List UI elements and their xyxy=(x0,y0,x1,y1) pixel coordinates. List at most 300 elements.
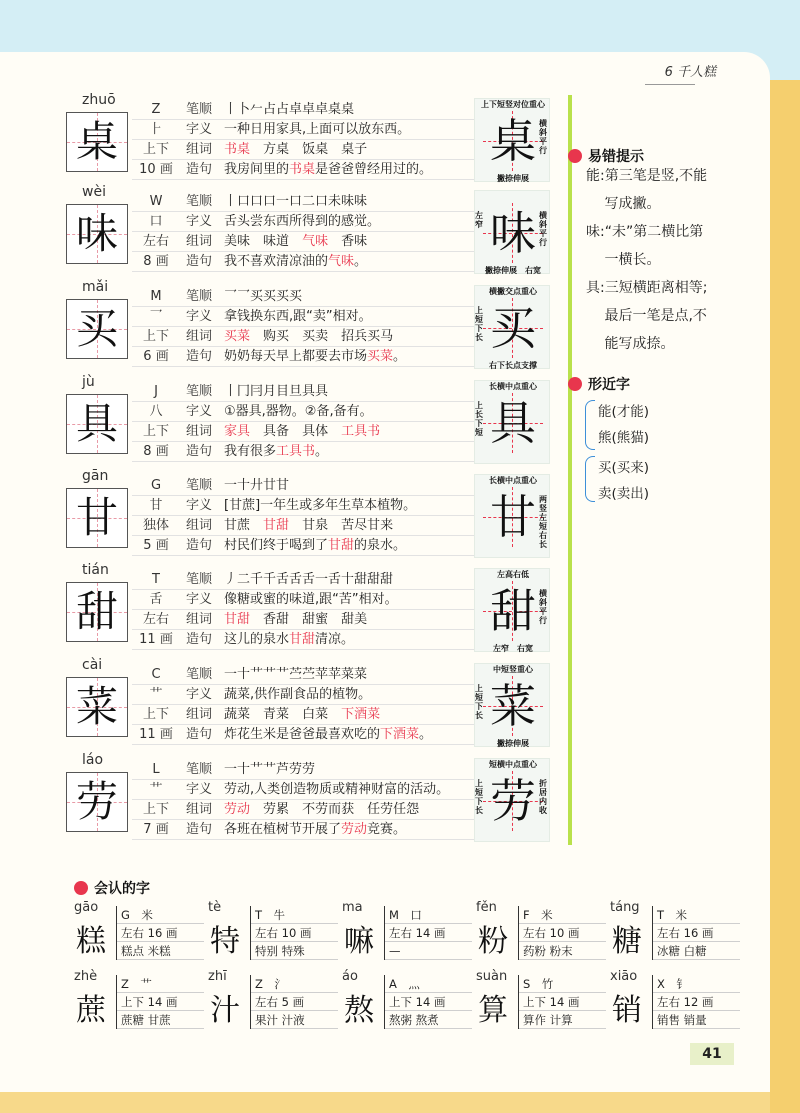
recognize-info xyxy=(250,975,338,1029)
recognize-char: 糖 xyxy=(612,924,642,959)
guide-char xyxy=(483,581,543,641)
word: 蔬菜 xyxy=(224,707,251,722)
guide-char xyxy=(483,676,543,736)
guide-character: 买 xyxy=(490,301,536,355)
char-box xyxy=(66,299,128,359)
recognize-line: 左右 16 画 xyxy=(117,924,204,942)
info-label: 组词 xyxy=(185,424,212,439)
info-label: 字义 xyxy=(185,782,212,797)
word: 甜美 xyxy=(341,612,368,627)
info-key: 左右 xyxy=(142,234,169,249)
recognize-pinyin: tè xyxy=(208,900,222,915)
recognize-pinyin: fěn xyxy=(476,900,497,915)
info-key: 上下 xyxy=(142,707,169,722)
writing-guide xyxy=(474,663,550,747)
recognize-heading: 会认的字 xyxy=(74,878,150,898)
sentence-part: 气味 xyxy=(328,254,355,269)
info-value xyxy=(224,140,367,160)
char-box xyxy=(66,772,128,832)
sentence-part: 甘甜 xyxy=(289,632,316,647)
recognize-line: 销售 销量 xyxy=(653,1011,740,1029)
guide-hint-right: 折居内收 xyxy=(539,779,547,815)
guide-character: 甜 xyxy=(490,584,536,638)
recognize-char: 糕 xyxy=(76,924,106,959)
word: 香甜 xyxy=(263,612,290,627)
pinyin: gān xyxy=(82,468,109,484)
info-value: 劳动,人类创造物质或精神财富的活动。 xyxy=(224,782,450,797)
info-value: 丨口口口一口二口未味味 xyxy=(224,194,368,209)
sentence-part: 。 xyxy=(393,349,407,364)
tips-heading: 易错提示 xyxy=(568,146,644,166)
word: 饭桌 xyxy=(302,142,329,157)
recognize-char: 嘛 xyxy=(344,924,374,959)
recognize-char: 蔗 xyxy=(76,993,106,1028)
guide-hint-left-bottom: 撇捺伸展 xyxy=(485,266,517,275)
sentence-part: 。 xyxy=(354,254,368,269)
char-box xyxy=(66,677,128,737)
info-value xyxy=(224,327,393,347)
word: 劳动 xyxy=(224,802,251,817)
info-label: 笔顺 xyxy=(185,478,212,493)
pinyin: zhuō xyxy=(82,92,116,108)
guide-hint-top: 长横中点重心 xyxy=(489,382,537,391)
recognize-char: 粉 xyxy=(478,924,508,959)
info-label: 字义 xyxy=(185,214,212,229)
word: 苦尽甘来 xyxy=(341,518,394,533)
recognize-line: 冰糖 白糖 xyxy=(653,942,740,960)
word: 甘泉 xyxy=(302,518,329,533)
recognize-line: G 米 xyxy=(117,906,204,924)
char-block xyxy=(66,92,556,185)
info-key: Z xyxy=(151,102,161,117)
info-label: 笔顺 xyxy=(185,289,212,304)
char-block xyxy=(66,184,556,277)
character: 劳 xyxy=(75,777,118,826)
info-label: 字义 xyxy=(185,309,212,324)
info-value xyxy=(224,800,419,820)
recognize-char: 销 xyxy=(612,993,642,1028)
guide-hint-top: 上下短竖对位重心 xyxy=(481,100,545,109)
recognize-line: S 竹 xyxy=(519,975,606,993)
guide-hint-bottom: 撇捺伸展 xyxy=(497,739,529,748)
recognize-line: A 灬 xyxy=(385,975,472,993)
brace-icon xyxy=(585,456,595,502)
char-block xyxy=(66,657,556,750)
guide-hint-top: 短横中点重心 xyxy=(489,760,537,769)
guide-character: 菜 xyxy=(490,679,536,733)
info-key: 口 xyxy=(149,214,163,229)
recognize-line: 药粉 粉末 xyxy=(519,942,606,960)
recognize-line: 蔗糖 甘蔗 xyxy=(117,1011,204,1029)
word: 白菜 xyxy=(302,707,329,722)
info-value xyxy=(224,630,354,650)
info-label: 组词 xyxy=(185,142,212,157)
info-label: 造句 xyxy=(185,349,212,364)
writing-guide xyxy=(474,568,550,652)
word: 桌子 xyxy=(341,142,368,157)
info-value: 一种日用家具,上面可以放东西。 xyxy=(224,122,411,137)
word: 购买 xyxy=(263,329,290,344)
lesson-title: 6 千人糕 xyxy=(664,65,716,80)
info-label: 笔顺 xyxy=(185,194,212,209)
char-block xyxy=(66,374,556,467)
recognize-info xyxy=(116,975,204,1029)
pinyin: wèi xyxy=(82,184,106,200)
pinyin: tián xyxy=(82,562,109,578)
info-value: 一十廾廿甘 xyxy=(224,478,290,493)
info-label: 字义 xyxy=(185,498,212,513)
info-value: 丿二千千舌舌舌一舌十甜甜甜 xyxy=(224,572,394,587)
tip-line: 能写成捺。 xyxy=(586,336,675,352)
info-key: 甘 xyxy=(149,498,163,513)
info-label: 笔顺 xyxy=(185,667,212,682)
info-label: 笔顺 xyxy=(185,572,212,587)
info-value: 丨卜𠂉占占卓卓卓桌桌 xyxy=(224,102,355,117)
guide-hint-left: 上短下长 xyxy=(475,306,483,342)
writing-guide xyxy=(474,758,550,842)
info-label: 造句 xyxy=(185,162,212,177)
guide-character: 具 xyxy=(490,396,536,450)
char-box xyxy=(66,488,128,548)
recognize-line: 左右 10 画 xyxy=(519,924,606,942)
info-key: G xyxy=(150,478,162,493)
recognize-line: 特别 特殊 xyxy=(251,942,338,960)
info-key: M xyxy=(150,289,162,304)
recognize-line: Z 艹 xyxy=(117,975,204,993)
character: 桌 xyxy=(75,117,118,166)
character: 菜 xyxy=(75,682,118,731)
tip-line: 一横长。 xyxy=(586,252,661,268)
sentence-part: 清凉。 xyxy=(315,632,355,647)
info-value: 乛乛买买买买 xyxy=(224,289,303,304)
word: 气味 xyxy=(302,234,329,249)
word: 美味 xyxy=(224,234,251,249)
info-key: 八 xyxy=(149,404,163,419)
recognize-pinyin: xiāo xyxy=(610,969,638,984)
character: 味 xyxy=(75,209,118,258)
info-value xyxy=(224,516,393,536)
info-value: ①器具,器物。②备,备有。 xyxy=(224,404,373,419)
sentence-part: 买菜 xyxy=(367,349,394,364)
info-label: 组词 xyxy=(185,329,212,344)
word: 甘甜 xyxy=(224,612,251,627)
guide-character: 桌 xyxy=(490,114,536,168)
character: 甜 xyxy=(75,587,118,636)
character: 买 xyxy=(75,304,118,353)
word: 买卖 xyxy=(302,329,329,344)
info-key: 上下 xyxy=(142,329,169,344)
char-box xyxy=(66,204,128,264)
tip-line: 写成撇。 xyxy=(586,196,661,212)
character: 甘 xyxy=(75,493,118,542)
recognize-line: X 钅 xyxy=(653,975,740,993)
writing-guide xyxy=(474,380,550,464)
guide-hint-left: 上短下长 xyxy=(475,684,483,720)
header-rule xyxy=(645,84,695,85)
word: 甘蔗 xyxy=(224,518,251,533)
info-key: 乛 xyxy=(149,309,163,324)
info-key: 5 画 xyxy=(143,538,169,553)
sentence-part: 书桌 xyxy=(289,162,316,177)
info-value: 丨冂冃月目旦具具 xyxy=(224,384,329,399)
writing-guide xyxy=(474,285,550,369)
info-label: 组词 xyxy=(185,234,212,249)
word: 买菜 xyxy=(224,329,251,344)
tip-line: 最后一笔是点,不 xyxy=(586,308,707,324)
info-label: 组词 xyxy=(185,707,212,722)
sentence-part: 甘甜 xyxy=(328,538,355,553)
guide-hint-top: 左高右低 xyxy=(497,570,529,579)
page-number: 41 xyxy=(690,1043,734,1065)
recognize-pinyin: zhè xyxy=(74,969,98,984)
info-label: 造句 xyxy=(185,727,212,742)
sentence-part: 炸花生米是爸爸最喜欢吃的 xyxy=(224,727,381,742)
sentence-part: 竞赛。 xyxy=(367,822,407,837)
guide-hint-bottom: 右下长点支撑 xyxy=(489,361,537,370)
recognize-line: Z 氵 xyxy=(251,975,338,993)
info-key: 6 画 xyxy=(143,349,169,364)
recognize-line: 熬粥 熬煮 xyxy=(385,1011,472,1029)
recognize-pinyin: táng xyxy=(610,900,640,915)
recognize-line: 左右 16 画 xyxy=(653,924,740,942)
info-key: 8 画 xyxy=(143,254,169,269)
info-value xyxy=(224,422,380,442)
word: 具备 xyxy=(263,424,290,439)
recognize-line: 上下 14 画 xyxy=(519,993,606,1011)
info-label: 组词 xyxy=(185,518,212,533)
info-key: ⺊ xyxy=(149,122,163,137)
sentence-part: 。 xyxy=(315,444,329,459)
similar-item: 卖(卖出) xyxy=(598,486,650,502)
char-block xyxy=(66,279,556,372)
info-value: 拿钱换东西,跟“卖”相对。 xyxy=(224,309,372,324)
info-label: 组词 xyxy=(185,612,212,627)
word: 甘甜 xyxy=(263,518,290,533)
word: 青菜 xyxy=(263,707,290,722)
sentence-part: 劳动 xyxy=(341,822,368,837)
similar-heading: 形近字 xyxy=(568,374,630,394)
info-value: 像糖或蜜的味道,跟“苦”相对。 xyxy=(224,592,398,607)
info-label: 笔顺 xyxy=(185,384,212,399)
guide-hint-bottom: 撇捺伸展 xyxy=(497,174,529,183)
info-key: C xyxy=(151,667,161,682)
pinyin: láo xyxy=(82,752,104,768)
info-value: 一十艹艹芦劳劳 xyxy=(224,762,316,777)
info-label: 造句 xyxy=(185,254,212,269)
sentence-part: 这儿的泉水 xyxy=(224,632,290,647)
recognize-char: 汁 xyxy=(210,993,240,1028)
guide-char xyxy=(483,298,543,358)
info-label: 组词 xyxy=(185,802,212,817)
word: 书桌 xyxy=(224,142,251,157)
char-box xyxy=(66,112,128,172)
sentence-part: 是爸爸曾经用过的。 xyxy=(315,162,433,177)
info-label: 造句 xyxy=(185,444,212,459)
info-value: [甘蔗]一年生或多年生草本植物。 xyxy=(224,498,417,513)
guide-hint-right: 横斜平行 xyxy=(539,589,547,625)
recognize-line: — xyxy=(385,942,472,960)
info-value: 蔬菜,供作副食品的植物。 xyxy=(224,687,372,702)
guide-hint-right: 横斜平行 xyxy=(539,119,547,155)
pencil-icon xyxy=(74,881,88,895)
word: 招兵买马 xyxy=(341,329,394,344)
info-key: 舌 xyxy=(149,592,163,607)
recognize-pinyin: ma xyxy=(342,900,363,915)
char-box xyxy=(66,394,128,454)
brace-icon xyxy=(585,400,595,450)
word: 甜蜜 xyxy=(302,612,329,627)
guide-char xyxy=(483,487,543,547)
recognize-char: 特 xyxy=(210,924,240,959)
sentence-part: 我不喜欢清凉油的 xyxy=(224,254,329,269)
info-value xyxy=(224,347,406,367)
char-block xyxy=(66,468,556,561)
guide-character: 甘 xyxy=(490,490,536,544)
word: 味道 xyxy=(263,234,290,249)
tips-text xyxy=(586,162,707,358)
word: 任劳任怨 xyxy=(367,802,420,817)
info-key: 艹 xyxy=(149,782,163,797)
recognize-line: 上下 14 画 xyxy=(117,993,204,1011)
guide-char xyxy=(483,111,543,171)
recognize-info xyxy=(384,975,472,1029)
info-value xyxy=(224,705,380,725)
guide-hint-right-bottom: 右宽 xyxy=(525,266,541,275)
recognize-item xyxy=(610,969,790,1031)
character: 具 xyxy=(75,399,118,448)
info-label: 字义 xyxy=(185,592,212,607)
recognize-info xyxy=(518,906,606,960)
recognize-line: T 米 xyxy=(653,906,740,924)
info-key: 7 画 xyxy=(143,822,169,837)
recognize-info xyxy=(116,906,204,960)
guide-hint-right: 两竖左短右长 xyxy=(539,495,547,549)
info-label: 笔顺 xyxy=(185,102,212,117)
guide-char xyxy=(483,771,543,831)
writing-guide xyxy=(474,190,550,274)
info-key: T xyxy=(152,572,160,587)
tip-line: 味:“未”第二横比第 xyxy=(586,224,704,240)
recognize-pinyin: gāo xyxy=(74,900,99,915)
char-block xyxy=(66,752,556,845)
recognize-info xyxy=(652,906,740,960)
recognize-line: F 米 xyxy=(519,906,606,924)
recognize-line: 上下 14 画 xyxy=(385,993,472,1011)
recognize-line: 左右 5 画 xyxy=(251,993,338,1011)
recognize-line: 算作 计算 xyxy=(519,1011,606,1029)
info-value: 一十艹艹艹苎苎苹苹菜菜 xyxy=(224,667,368,682)
guide-character: 劳 xyxy=(490,774,536,828)
info-key: W xyxy=(149,194,163,209)
guide-hint-top: 长横中点重心 xyxy=(489,476,537,485)
recognize-line: 糕点 米糕 xyxy=(117,942,204,960)
recognize-line: T 牛 xyxy=(251,906,338,924)
recognize-line: M 口 xyxy=(385,906,472,924)
info-label: 字义 xyxy=(185,404,212,419)
info-key: 上下 xyxy=(142,424,169,439)
info-value xyxy=(224,536,406,556)
word: 劳累 xyxy=(263,802,290,817)
guide-hint-right: 横斜平行 xyxy=(539,211,547,247)
word: 方桌 xyxy=(263,142,290,157)
info-key: 上下 xyxy=(142,802,169,817)
similar-item: 熊(熊猫) xyxy=(598,430,650,446)
info-key: 8 画 xyxy=(143,444,169,459)
guide-hint-right-bottom: 右宽 xyxy=(517,644,533,653)
info-key: J xyxy=(154,384,158,399)
recognize-char: 算 xyxy=(478,993,508,1028)
word: 工具书 xyxy=(341,424,381,439)
info-key: L xyxy=(152,762,160,777)
sentence-part: 我房间里的 xyxy=(224,162,290,177)
info-label: 造句 xyxy=(185,822,212,837)
info-key: 艹 xyxy=(149,687,163,702)
info-key: 独体 xyxy=(142,518,169,533)
recognize-line: 果汁 汁液 xyxy=(251,1011,338,1029)
recognize-line: 左右 14 画 xyxy=(385,924,472,942)
recognize-char: 熬 xyxy=(344,993,374,1028)
recognize-line: 左右 12 画 xyxy=(653,993,740,1011)
recognize-pinyin: suàn xyxy=(476,969,508,984)
info-value xyxy=(224,442,328,462)
word: 下酒菜 xyxy=(341,707,381,722)
tip-line: 能:第三笔是竖,不能 xyxy=(586,168,708,184)
info-value xyxy=(224,252,367,272)
guide-hint-left: 上长下短 xyxy=(475,401,483,437)
info-value xyxy=(224,232,367,252)
sentence-part: 各班在植树节开展了 xyxy=(224,822,342,837)
writing-guide xyxy=(474,98,550,182)
guide-char xyxy=(483,203,543,263)
pinyin: mǎi xyxy=(82,279,109,295)
info-label: 笔顺 xyxy=(185,762,212,777)
info-label: 字义 xyxy=(185,122,212,137)
info-value: 舌头尝东西所得到的感觉。 xyxy=(224,214,381,229)
writing-guide xyxy=(474,474,550,558)
sentence-part: 村民们终于喝到了 xyxy=(224,538,329,553)
info-key: 10 画 xyxy=(139,162,173,177)
info-key: 上下 xyxy=(142,142,169,157)
info-key: 11 画 xyxy=(139,727,173,742)
char-box xyxy=(66,582,128,642)
recognize-pinyin: áo xyxy=(342,969,358,984)
recognize-item xyxy=(610,900,790,962)
info-label: 造句 xyxy=(185,538,212,553)
guide-hint-top: 横撇交点重心 xyxy=(489,287,537,296)
pinyin: cài xyxy=(82,657,103,673)
similar-item: 能(才能) xyxy=(598,404,650,420)
recognize-pinyin: zhī xyxy=(208,969,227,984)
recognize-info xyxy=(250,906,338,960)
word: 具体 xyxy=(302,424,329,439)
recognize-info xyxy=(518,975,606,1029)
info-value xyxy=(224,610,367,630)
sentence-part: 下酒菜 xyxy=(380,727,420,742)
recognize-line: 左右 10 画 xyxy=(251,924,338,942)
info-value xyxy=(224,160,432,180)
info-key: 11 画 xyxy=(139,632,173,647)
sentence-part: 我有很多 xyxy=(224,444,277,459)
pencil-icon xyxy=(568,377,582,391)
sentence-part: 的泉水。 xyxy=(354,538,407,553)
info-value xyxy=(224,725,432,745)
similar-item: 买(买来) xyxy=(598,460,650,476)
info-key: 左右 xyxy=(142,612,169,627)
guide-hint-top: 中短竖重心 xyxy=(493,665,533,674)
tip-line: 具:三短横距离相等; xyxy=(586,280,708,296)
guide-hint-bottom xyxy=(475,265,551,276)
char-block xyxy=(66,562,556,655)
